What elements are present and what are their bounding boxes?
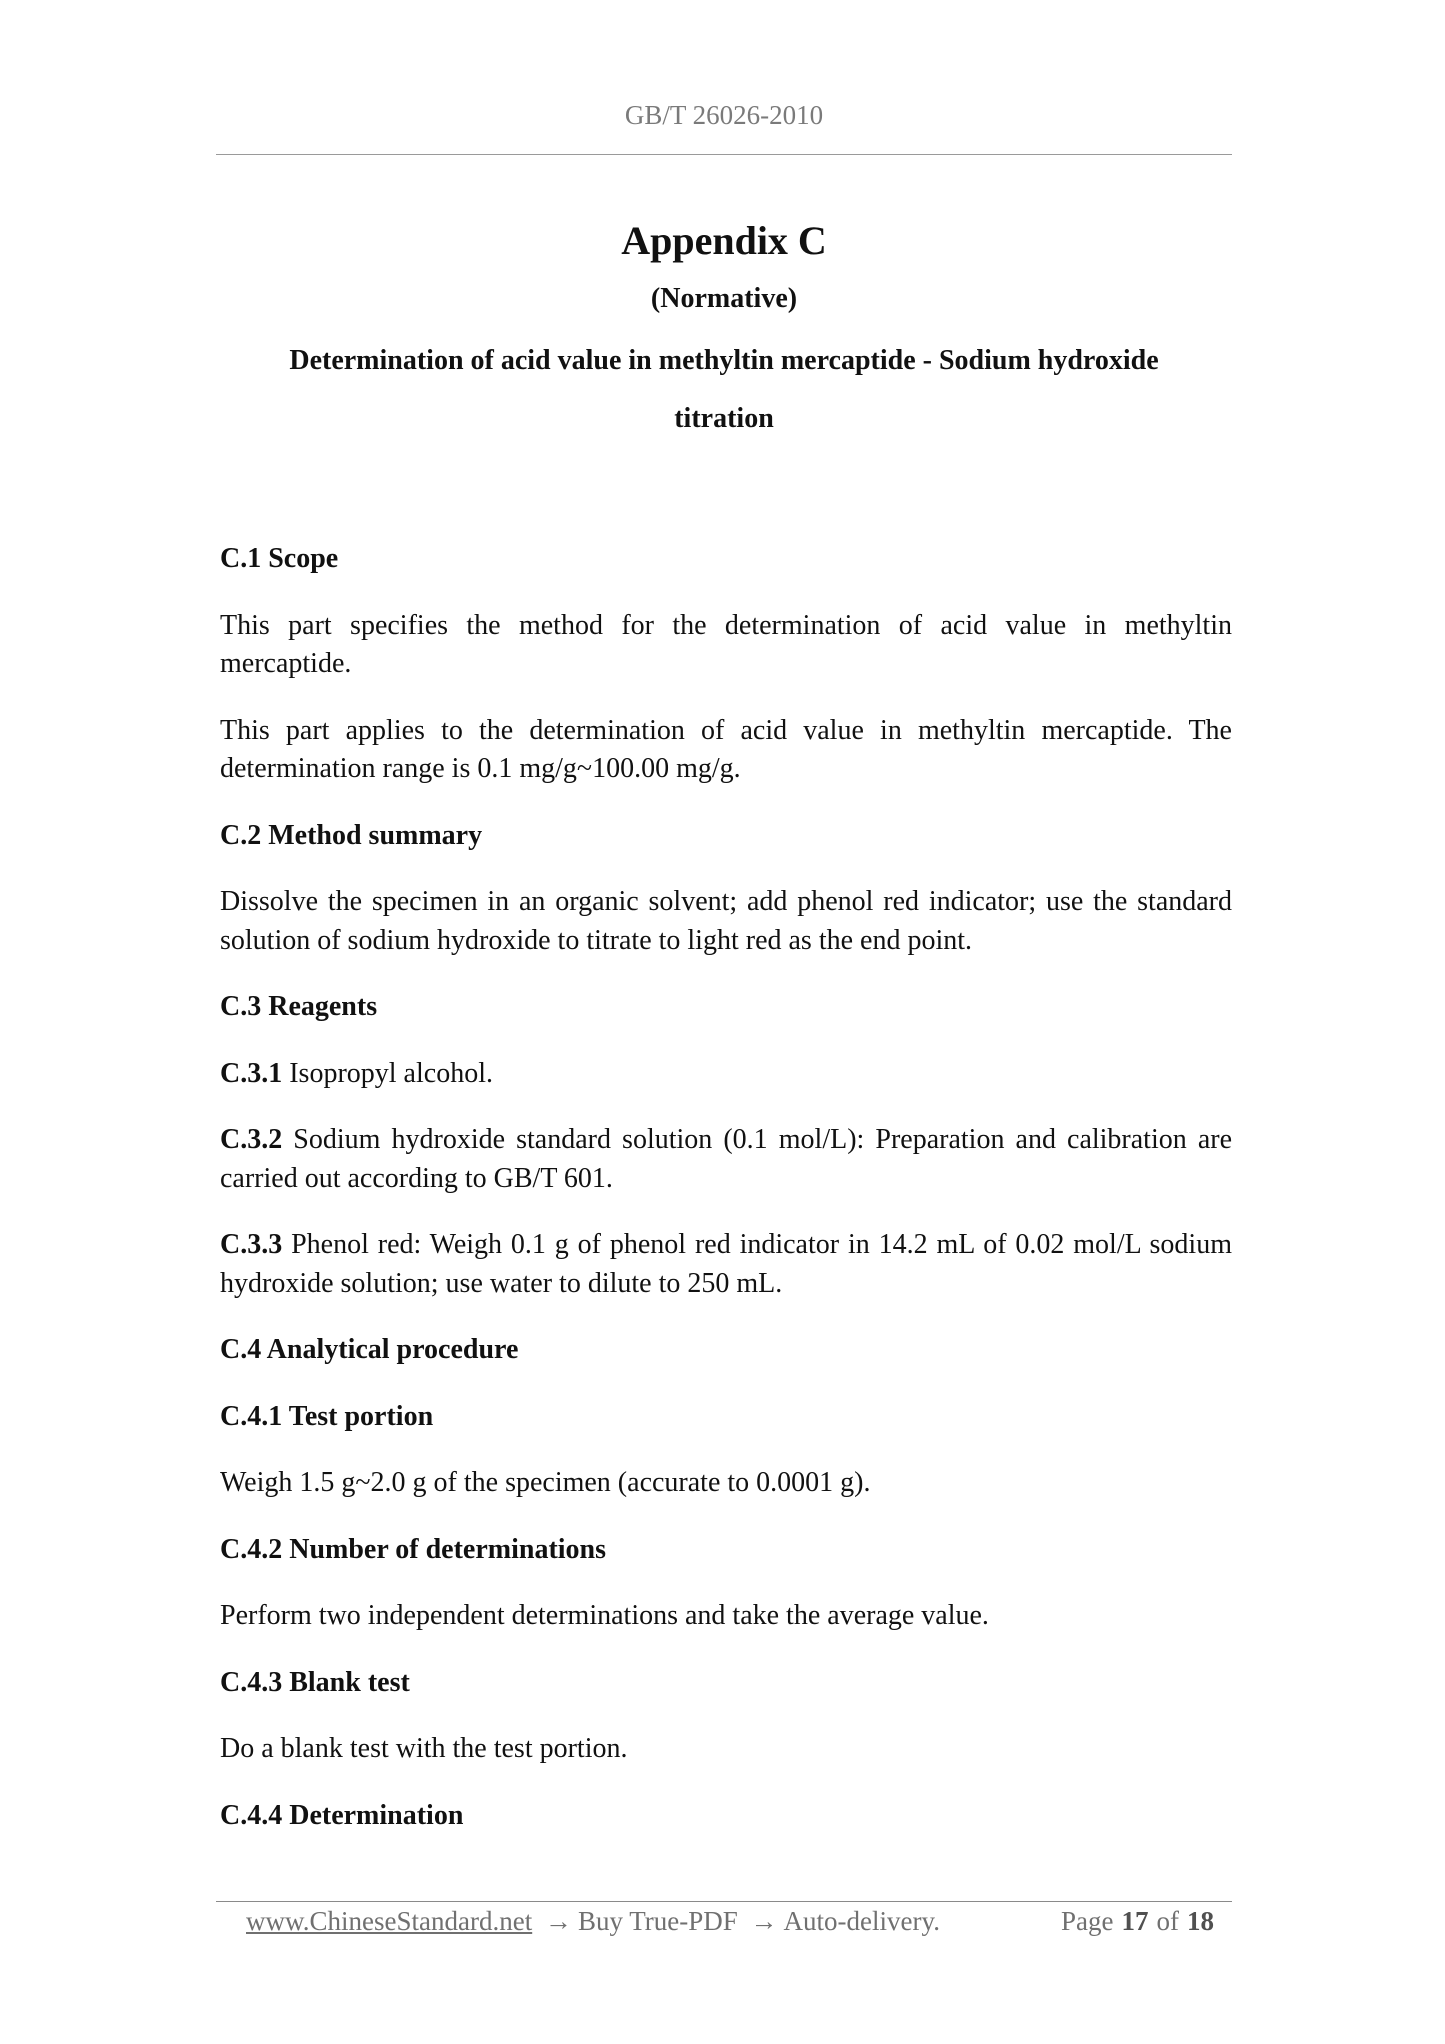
section-heading-c4-2: C.4.2 Number of determinations	[220, 1533, 607, 1565]
paragraph-c3-2	[220, 1121, 1232, 1198]
paragraph-c4-1: Weigh 1.5 g~2.0 g of the specimen (accurate to 0.0001 g).	[220, 1467, 871, 1498]
total-pages: 18	[1187, 1906, 1214, 1936]
subtitle-line-1: Determination of acid value in methyltin mercaptide - Sodium hydroxide	[289, 345, 1159, 376]
page-footer	[246, 1906, 1232, 1946]
paragraph-c1-1: This part specifies the method for the determination of acid value in methyltin mercaptide.	[220, 609, 1232, 679]
page-number	[1061, 1906, 1222, 1937]
subtitle-line-2: titration	[674, 403, 774, 434]
clause-text-c3-3: Phenol red: Weigh 0.1 g of phenol red indicator in 14.2 mL of 0.02 mol/L sodium hydroxide solution; use water to dilute to 250 mL.	[220, 1229, 1232, 1299]
section-heading-c4: C.4 Analytical procedure	[220, 1334, 519, 1365]
running-header: GB/T 26026-2010	[624, 100, 824, 130]
current-page: 17	[1121, 1906, 1149, 1936]
paragraph-c1-2: This part applies to the determination of acid value in methyltin mercaptide. The determination range is 0.1 mg/g~100.00 mg/g.	[220, 714, 1232, 784]
section-heading-c4-4: C.4.4 Determination	[220, 1799, 464, 1831]
appendix-subtitle	[216, 332, 1232, 448]
section-heading-c3: C.3 Reagents	[220, 991, 378, 1022]
document-body	[220, 540, 1232, 1863]
normative-label: (Normative)	[650, 283, 798, 314]
delivery-text: Auto-delivery.	[783, 1906, 940, 1936]
site-link[interactable]: www.ChineseStandard.net	[246, 1906, 533, 1936]
section-heading-c2: C.2 Method summary	[220, 819, 483, 851]
title-block	[216, 210, 1232, 448]
page-label: Page	[1061, 1906, 1114, 1936]
clause-text-c3-1: Isopropyl alcohol.	[282, 1057, 493, 1089]
clause-number-c3-2: C.3.2	[220, 1124, 283, 1155]
buy-text: Buy True-PDF	[577, 1906, 738, 1936]
arrow-right-icon: →	[544, 1906, 572, 1936]
clause-text-c3-2: Sodium hydroxide standard solution (0.1 mol/L): Preparation and calibration are carried out according to GB/T 601.	[220, 1124, 1232, 1194]
section-heading-c1: C.1 Scope	[220, 543, 339, 574]
of-label: of	[1156, 1906, 1179, 1936]
paragraph-c3-1	[220, 1055, 1232, 1094]
paragraph-c4-2: Perform two independent determinations and take the average value.	[220, 1600, 989, 1631]
footer-divider	[216, 1901, 1232, 1902]
arrow-right-icon: →	[750, 1906, 778, 1936]
paragraph-c3-3	[220, 1226, 1232, 1303]
section-heading-c4-1: C.4.1 Test portion	[220, 1400, 434, 1432]
clause-number-c3-3: C.3.3	[220, 1229, 283, 1260]
paragraph-c2-1: Dissolve the specimen in an organic solvent; add phenol red indicator; use the standard solution of sodium hydroxide to titrate to light red as the end point.	[220, 886, 1232, 956]
header-divider	[216, 154, 1232, 155]
section-heading-c4-3: C.4.3 Blank test	[220, 1666, 410, 1698]
appendix-title: Appendix C	[621, 218, 827, 263]
paragraph-c4-3: Do a blank test with the test portion.	[220, 1733, 628, 1764]
footer-promo	[246, 1906, 940, 1937]
clause-number-c3-1: C.3.1	[220, 1057, 283, 1089]
